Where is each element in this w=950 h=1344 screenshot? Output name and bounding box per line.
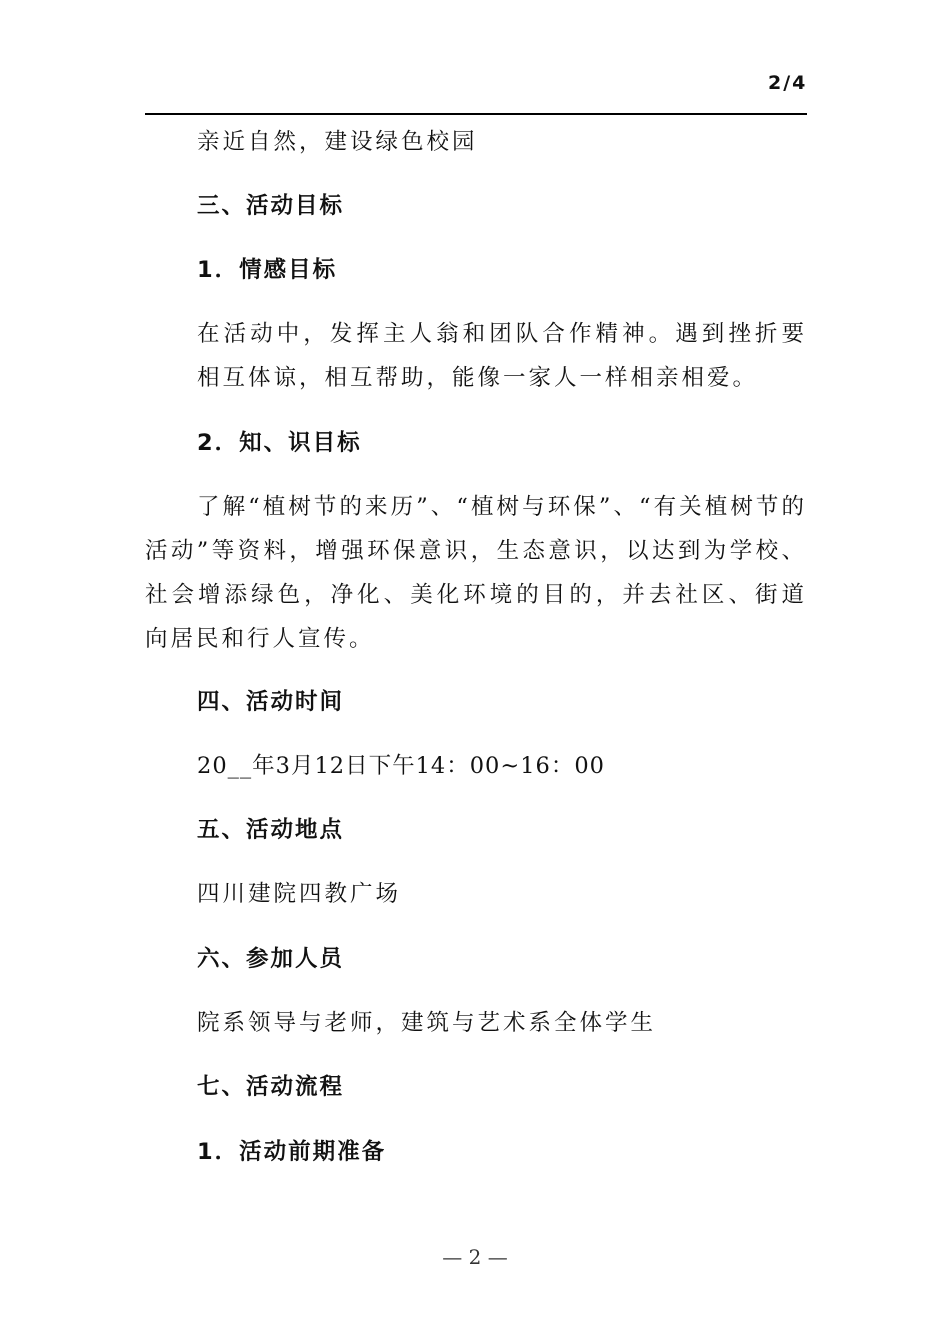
heading-activity-goals: 三、活动目标 <box>197 193 345 219</box>
page-indicator: 2/4 <box>768 72 808 94</box>
heading-activity-process: 七、活动流程 <box>197 1074 345 1100</box>
heading-activity-time: 四、活动时间 <box>197 689 345 715</box>
paragraph-activity-time: 20__年3月12日下午14：00~16：00 <box>197 753 605 779</box>
header-rule <box>145 113 807 115</box>
heading-participants: 六、参加人员 <box>197 946 345 972</box>
paragraph-knowledge-goals: 了解“植树节的来历”、“植树与环保”、“有关植树节的活动”等资料，增强环保意识，生态意识，以达到为学校、社会增添绿色，净化、美化环境的目的，并去社区、街道向居民和行人宣传。 <box>145 494 807 652</box>
heading-activity-location: 五、活动地点 <box>197 817 345 843</box>
paragraph-theme: 亲近自然，建设绿色校园 <box>197 129 478 155</box>
paragraph-participants: 院系领导与老师，建筑与艺术系全体学生 <box>197 1010 657 1036</box>
paragraph-emotional-goals-text: 在活动中，发挥主人翁和团队合作精神。遇到挫折要相互体谅，相互帮助，能像一家人一样相亲相爱。 <box>197 321 807 391</box>
heading-emotional-goals: 1．情感目标 <box>197 257 338 283</box>
paragraph-emotional-goals <box>145 312 807 400</box>
paragraph-activity-location: 四川建院四教广场 <box>197 881 402 907</box>
page-footer-number: — 2 — <box>442 1245 508 1269</box>
heading-preparation: 1．活动前期准备 <box>197 1139 387 1165</box>
heading-knowledge-goals: 2．知、识目标 <box>197 430 362 456</box>
